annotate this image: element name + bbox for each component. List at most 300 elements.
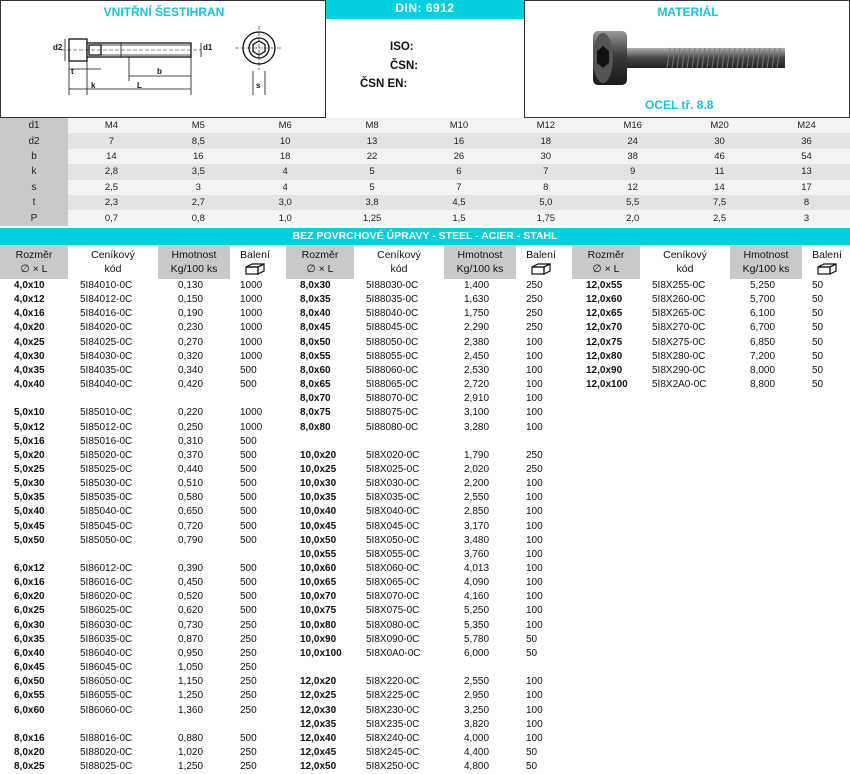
size-cell: 6,0x16 xyxy=(14,577,45,589)
pack-cell: 1000 xyxy=(240,350,263,362)
code-cell: 5I8X040-0C xyxy=(366,506,420,518)
package-box-icon xyxy=(244,263,266,275)
code-cell: 5I88040-0C xyxy=(366,308,419,320)
size-cell: 5,0x35 xyxy=(14,492,45,504)
pack-cell: 250 xyxy=(526,280,543,291)
size-cell: 10,0x60 xyxy=(300,563,337,574)
code-cell: 5I8X220-0C xyxy=(366,676,420,688)
code-cell: 5I8X230-0C xyxy=(366,704,420,716)
dimension-value: 22 xyxy=(329,149,416,164)
dim-label-b: b xyxy=(157,67,162,76)
size-cell: 6,0x50 xyxy=(14,676,45,688)
code-cell: 5I8X035-0C xyxy=(366,492,420,504)
dimension-value: 10 xyxy=(242,133,329,148)
dimension-value: 16 xyxy=(155,149,242,164)
dim-label-d1: d1 xyxy=(203,43,213,52)
size-cell: 6,0x30 xyxy=(14,619,45,631)
pack-cell: 100 xyxy=(526,718,543,730)
weight-cell: 0,320 xyxy=(178,350,204,362)
size-cell: 12,0x65 xyxy=(586,308,623,320)
table-row xyxy=(0,576,278,590)
dim-label-d2: d2 xyxy=(53,43,63,52)
column-header-code xyxy=(354,245,444,279)
column-header-label: Hmotnost xyxy=(743,249,789,261)
dimension-row-s xyxy=(0,180,850,195)
table-row xyxy=(286,279,564,293)
table-row xyxy=(0,364,278,378)
column-header-weight xyxy=(158,245,230,279)
pack-cell: 50 xyxy=(812,308,824,320)
column-header-pack xyxy=(804,245,850,279)
dimension-value: 1,75 xyxy=(502,210,589,225)
size-cell: 8,0x30 xyxy=(300,280,331,291)
weight-cell: 0,440 xyxy=(178,463,204,475)
column-header-label: Balení xyxy=(526,249,556,261)
table-row xyxy=(0,590,278,604)
dimension-value: 5 xyxy=(329,180,416,195)
pack-cell: 250 xyxy=(526,463,543,475)
table-row xyxy=(286,576,564,590)
column-header-size xyxy=(572,245,640,279)
dimension-value: M24 xyxy=(763,118,850,133)
size-cell: 8,0x70 xyxy=(300,393,331,405)
dim-label-s: s xyxy=(256,81,261,90)
dimension-value: 30 xyxy=(502,149,589,164)
column-header-label: Hmotnost xyxy=(457,249,503,261)
weight-cell: 1,250 xyxy=(178,690,204,702)
pack-cell: 250 xyxy=(240,662,257,674)
dimension-value: 8 xyxy=(502,180,589,195)
weight-cell: 1,400 xyxy=(464,280,490,291)
size-cell: 6,0x12 xyxy=(14,563,45,574)
weight-cell: 5,700 xyxy=(750,294,776,306)
dimension-value: 30 xyxy=(676,133,763,148)
column-header-sublabel: ∅ × L xyxy=(306,263,334,275)
weight-cell: 2,550 xyxy=(464,492,490,504)
table-row xyxy=(286,746,564,760)
code-cell: 5I8X075-0C xyxy=(366,605,420,617)
dimension-value: 7 xyxy=(68,133,155,148)
dimension-value: 24 xyxy=(589,133,676,148)
dimension-value: 3,0 xyxy=(242,195,329,210)
size-cell: 10,0x25 xyxy=(300,463,337,475)
dimension-value: 14 xyxy=(676,180,763,195)
dimension-value: 2,0 xyxy=(589,210,676,225)
dimension-value: 1,25 xyxy=(329,210,416,225)
code-cell: 5I85035-0C xyxy=(80,492,133,504)
table-row xyxy=(286,704,564,718)
column-header-size xyxy=(286,245,354,279)
weight-cell: 1,790 xyxy=(464,449,490,461)
size-cell: 10,0x35 xyxy=(300,492,337,504)
size-cell: 10,0x45 xyxy=(300,520,337,532)
code-cell: 5I85020-0C xyxy=(80,449,133,461)
code-cell: 5I8X020-0C xyxy=(366,449,420,461)
weight-cell: 0,190 xyxy=(178,308,204,320)
code-cell: 5I88025-0C xyxy=(80,761,133,773)
table-row xyxy=(0,732,278,746)
dim-label-k: k xyxy=(91,81,96,90)
code-cell: 5I8X065-0C xyxy=(366,577,420,589)
table-row xyxy=(572,364,850,378)
pack-cell: 50 xyxy=(526,647,538,659)
dimension-value: 2,5 xyxy=(68,180,155,195)
table-row xyxy=(286,689,564,703)
pack-cell: 100 xyxy=(526,577,543,589)
table-row xyxy=(572,350,850,364)
dimension-row-d2 xyxy=(0,133,850,148)
table-row xyxy=(286,463,564,477)
pack-cell: 250 xyxy=(240,676,257,688)
table-row xyxy=(0,675,278,689)
dimension-value: 0,7 xyxy=(68,210,155,225)
weight-cell: 5,350 xyxy=(464,619,490,631)
pack-cell: 500 xyxy=(240,478,257,490)
table-row-spacer xyxy=(0,548,278,562)
table-row xyxy=(0,449,278,463)
column-header-sublabel: Kg/100 ks xyxy=(456,263,504,275)
weight-cell: 1,250 xyxy=(178,761,204,773)
code-cell: 5I88050-0C xyxy=(366,336,419,348)
pack-cell: 250 xyxy=(240,746,257,758)
table-row xyxy=(286,350,564,364)
code-cell: 5I8X0A0-0C xyxy=(366,647,421,659)
dimension-label: k xyxy=(0,164,68,179)
code-cell: 5I84016-0C xyxy=(80,308,133,320)
pack-cell: 50 xyxy=(812,379,824,391)
weight-cell: 8,000 xyxy=(750,364,776,376)
weight-cell: 0,270 xyxy=(178,336,204,348)
weight-cell: 2,450 xyxy=(464,350,490,362)
dimension-value: 3,8 xyxy=(329,195,416,210)
column-header-sublabel: Kg/100 ks xyxy=(170,263,218,275)
table-row xyxy=(286,548,564,562)
size-cell: 10,0x20 xyxy=(300,449,337,461)
table-row xyxy=(0,435,278,449)
table-row xyxy=(572,321,850,335)
pack-cell: 50 xyxy=(812,336,824,348)
size-cell: 10,0x100 xyxy=(300,647,342,659)
weight-cell: 3,250 xyxy=(464,704,490,716)
size-cell: 8,0x60 xyxy=(300,364,331,376)
column-header-label: Rozměr xyxy=(15,249,53,261)
code-cell: 5I8X070-0C xyxy=(366,591,420,603)
table-row xyxy=(286,321,564,335)
size-cell: 5,0x30 xyxy=(14,478,45,490)
column-header-sublabel: ∅ × L xyxy=(20,263,48,275)
weight-cell: 0,390 xyxy=(178,563,204,574)
weight-cell: 0,420 xyxy=(178,379,204,391)
code-cell: 5I84040-0C xyxy=(80,379,133,391)
code-cell: 5I86040-0C xyxy=(80,647,133,659)
code-cell: 5I86030-0C xyxy=(80,619,133,631)
size-cell: 12,0x60 xyxy=(586,294,623,306)
code-cell: 5I88045-0C xyxy=(366,322,419,334)
pack-cell: 1000 xyxy=(240,308,263,320)
pack-cell: 250 xyxy=(240,619,257,631)
pack-cell: 250 xyxy=(240,647,257,659)
size-cell: 8,0x20 xyxy=(14,746,45,758)
column-header-code xyxy=(68,245,158,279)
dimension-value: 8,5 xyxy=(155,133,242,148)
pack-cell: 100 xyxy=(526,676,543,688)
size-cell: 10,0x65 xyxy=(300,577,337,589)
weight-cell: 2,200 xyxy=(464,478,490,490)
dimension-value: M6 xyxy=(242,118,329,133)
code-cell: 5I88055-0C xyxy=(366,350,419,362)
size-cell: 5,0x45 xyxy=(14,520,45,532)
dimension-value: 38 xyxy=(589,149,676,164)
code-cell: 5I8X270-0C xyxy=(652,322,706,334)
table-row xyxy=(0,336,278,350)
table-row xyxy=(286,449,564,463)
size-cell: 5,0x10 xyxy=(14,407,45,419)
pack-cell: 100 xyxy=(526,534,543,546)
pack-cell: 50 xyxy=(526,633,538,645)
column-header-pack xyxy=(518,245,564,279)
size-cell: 8,0x50 xyxy=(300,336,331,348)
dimension-label: d1 xyxy=(0,118,68,133)
table-header-2 xyxy=(286,245,564,279)
size-cell: 5,0x16 xyxy=(14,435,45,447)
table-row xyxy=(286,604,564,618)
table-header-1 xyxy=(0,245,278,279)
code-cell: 5I8X280-0C xyxy=(652,350,706,362)
dimension-value: 2,5 xyxy=(676,210,763,225)
code-cell: 5I8X030-0C xyxy=(366,478,420,490)
code-cell: 5I86020-0C xyxy=(80,591,133,603)
pack-cell: 100 xyxy=(526,548,543,560)
code-cell: 5I84010-0C xyxy=(80,280,133,291)
table-row xyxy=(0,647,278,661)
size-cell: 6,0x35 xyxy=(14,633,45,645)
weight-cell: 2,850 xyxy=(464,506,490,518)
size-cell: 4,0x20 xyxy=(14,322,45,334)
table-row xyxy=(286,718,564,732)
code-cell: 5I85010-0C xyxy=(80,407,133,419)
table-row xyxy=(0,378,278,392)
dimension-value: 7 xyxy=(416,180,503,195)
dim-label-L: L xyxy=(137,81,142,90)
size-cell: 8,0x16 xyxy=(14,732,45,744)
table-row-spacer xyxy=(286,435,564,449)
pack-cell: 50 xyxy=(812,364,824,376)
weight-cell: 2,910 xyxy=(464,393,490,405)
dimension-value: 18 xyxy=(502,133,589,148)
pack-cell: 50 xyxy=(812,294,824,306)
pack-cell: 250 xyxy=(526,308,543,320)
weight-cell: 0,520 xyxy=(178,591,204,603)
code-cell: 5I88060-0C xyxy=(366,364,419,376)
size-cell: 5,0x40 xyxy=(14,506,45,518)
dimension-value: 3 xyxy=(155,180,242,195)
table-row xyxy=(0,562,278,576)
pack-cell: 1000 xyxy=(240,336,263,348)
size-cell: 12,0x100 xyxy=(586,379,628,391)
size-cell: 5,0x50 xyxy=(14,534,45,546)
dimension-value: 7 xyxy=(502,164,589,179)
package-box-icon xyxy=(816,263,838,275)
weight-cell: 4,400 xyxy=(464,746,490,758)
code-cell: 5I8X265-0C xyxy=(652,308,706,320)
code-cell: 5I85016-0C xyxy=(80,435,133,447)
pack-cell: 1000 xyxy=(240,322,263,334)
code-cell: 5I84012-0C xyxy=(80,294,133,306)
weight-cell: 5,780 xyxy=(464,633,490,645)
code-cell: 5I8X225-0C xyxy=(366,690,420,702)
size-cell: 10,0x75 xyxy=(300,605,337,617)
pack-cell: 500 xyxy=(240,591,257,603)
column-header-label: Balení xyxy=(240,249,270,261)
size-cell: 8,0x25 xyxy=(14,761,45,773)
dimension-row-b xyxy=(0,149,850,164)
dimension-value: M4 xyxy=(68,118,155,133)
weight-cell: 1,630 xyxy=(464,294,490,306)
size-cell: 12,0x80 xyxy=(586,350,623,362)
table-row xyxy=(0,350,278,364)
table-row xyxy=(286,406,564,420)
table-row xyxy=(286,562,564,576)
table-row xyxy=(572,307,850,321)
size-cell: 8,0x75 xyxy=(300,407,331,419)
table-row xyxy=(0,279,278,293)
pack-cell: 1000 xyxy=(240,280,263,291)
size-cell: 8,0x40 xyxy=(300,308,331,320)
size-cell: 10,0x50 xyxy=(300,534,337,546)
code-cell: 5I85050-0C xyxy=(80,534,133,546)
weight-cell: 0,220 xyxy=(178,407,204,419)
weight-cell: 6,100 xyxy=(750,308,776,320)
dimension-value: 9 xyxy=(589,164,676,179)
weight-cell: 0,950 xyxy=(178,647,204,659)
table-row xyxy=(286,647,564,661)
table-row xyxy=(0,534,278,548)
pack-cell: 100 xyxy=(526,506,543,518)
pack-cell: 50 xyxy=(526,746,538,758)
column-header-label: Rozměr xyxy=(301,249,339,261)
code-cell: 5I85040-0C xyxy=(80,506,133,518)
weight-cell: 1,050 xyxy=(178,662,204,674)
code-cell: 5I88075-0C xyxy=(366,407,419,419)
column-header-label: Hmotnost xyxy=(171,249,217,261)
dimension-value: 6 xyxy=(416,164,503,179)
code-cell: 5I86055-0C xyxy=(80,690,133,702)
size-cell: 10,0x70 xyxy=(300,591,337,603)
pack-cell: 500 xyxy=(240,577,257,589)
code-cell: 5I8X045-0C xyxy=(366,520,420,532)
table-row xyxy=(0,689,278,703)
dimension-row-t xyxy=(0,195,850,210)
code-cell: 5I86035-0C xyxy=(80,633,133,645)
code-cell: 5I88016-0C xyxy=(80,732,133,744)
code-cell: 5I8X245-0C xyxy=(366,746,420,758)
pack-cell: 250 xyxy=(526,449,543,461)
size-cell: 8,0x55 xyxy=(300,350,331,362)
dimension-value: 7,5 xyxy=(676,195,763,210)
weight-cell: 0,620 xyxy=(178,605,204,617)
dimension-value: 2,8 xyxy=(68,164,155,179)
weight-cell: 0,310 xyxy=(178,435,204,447)
table-row xyxy=(286,421,564,435)
pack-cell: 250 xyxy=(240,690,257,702)
code-cell: 5I8X2A0-0C xyxy=(652,379,707,391)
code-cell: 5I84020-0C xyxy=(80,322,133,334)
column-header-label: Rozměr xyxy=(587,249,625,261)
size-cell: 6,0x55 xyxy=(14,690,45,702)
code-cell: 5I84025-0C xyxy=(80,336,133,348)
table-row xyxy=(0,520,278,534)
pack-cell: 100 xyxy=(526,364,543,376)
dimension-value: M12 xyxy=(502,118,589,133)
table-row xyxy=(286,619,564,633)
weight-cell: 3,170 xyxy=(464,520,490,532)
pack-cell: 100 xyxy=(526,704,543,716)
dimension-row-d1 xyxy=(0,118,850,133)
weight-cell: 0,250 xyxy=(178,421,204,433)
dimension-value: 12 xyxy=(589,180,676,195)
dimension-label: s xyxy=(0,180,68,195)
table-row xyxy=(0,661,278,675)
table-row xyxy=(572,336,850,350)
pack-cell: 1000 xyxy=(240,421,263,433)
size-cell: 12,0x50 xyxy=(300,761,337,773)
pack-cell: 100 xyxy=(526,732,543,744)
table-row xyxy=(286,378,564,392)
table-row xyxy=(286,293,564,307)
weight-cell: 0,230 xyxy=(178,322,204,334)
column-header-pack xyxy=(232,245,278,279)
table-row xyxy=(286,505,564,519)
table-row xyxy=(286,633,564,647)
weight-cell: 3,820 xyxy=(464,718,490,730)
table-row xyxy=(572,279,850,293)
table-row xyxy=(0,760,278,774)
pack-cell: 100 xyxy=(526,478,543,490)
size-cell: 4,0x35 xyxy=(14,364,45,376)
code-cell: 5I8X060-0C xyxy=(366,563,420,574)
weight-cell: 2,290 xyxy=(464,322,490,334)
dimension-value: 17 xyxy=(763,180,850,195)
dimension-value: 4,5 xyxy=(416,195,503,210)
pack-cell: 100 xyxy=(526,619,543,631)
table-row xyxy=(0,619,278,633)
table-row xyxy=(0,406,278,420)
table-row-spacer xyxy=(0,718,278,732)
size-cell: 4,0x16 xyxy=(14,308,45,320)
din-label: DIN: 6912 xyxy=(326,0,524,19)
material-grade: OCEL tř. 8.8 xyxy=(645,98,714,112)
weight-cell: 4,013 xyxy=(464,563,490,574)
column-header-label: Ceníkový xyxy=(377,249,421,261)
dimension-value: 8 xyxy=(763,195,850,210)
weight-cell: 0,580 xyxy=(178,492,204,504)
table-row xyxy=(286,491,564,505)
dimension-value: 16 xyxy=(416,133,503,148)
weight-cell: 3,760 xyxy=(464,548,490,560)
pack-cell: 500 xyxy=(240,449,257,461)
finish-banner: BEZ POVRCHOVÉ ÚPRAVY - STEEL - ACIER - STAHL xyxy=(0,228,850,245)
dimension-value: 11 xyxy=(676,164,763,179)
code-cell: 5I8X055-0C xyxy=(366,548,420,560)
pack-cell: 100 xyxy=(526,421,543,433)
table-row xyxy=(0,491,278,505)
dimension-value: 54 xyxy=(763,149,850,164)
size-cell: 10,0x30 xyxy=(300,478,337,490)
pack-cell: 250 xyxy=(240,761,257,773)
weight-cell: 2,550 xyxy=(464,676,490,688)
hex-socket-title: VNITŘNÍ ŠESTIHRAN xyxy=(103,5,225,19)
size-cell: 12,0x70 xyxy=(586,322,623,334)
